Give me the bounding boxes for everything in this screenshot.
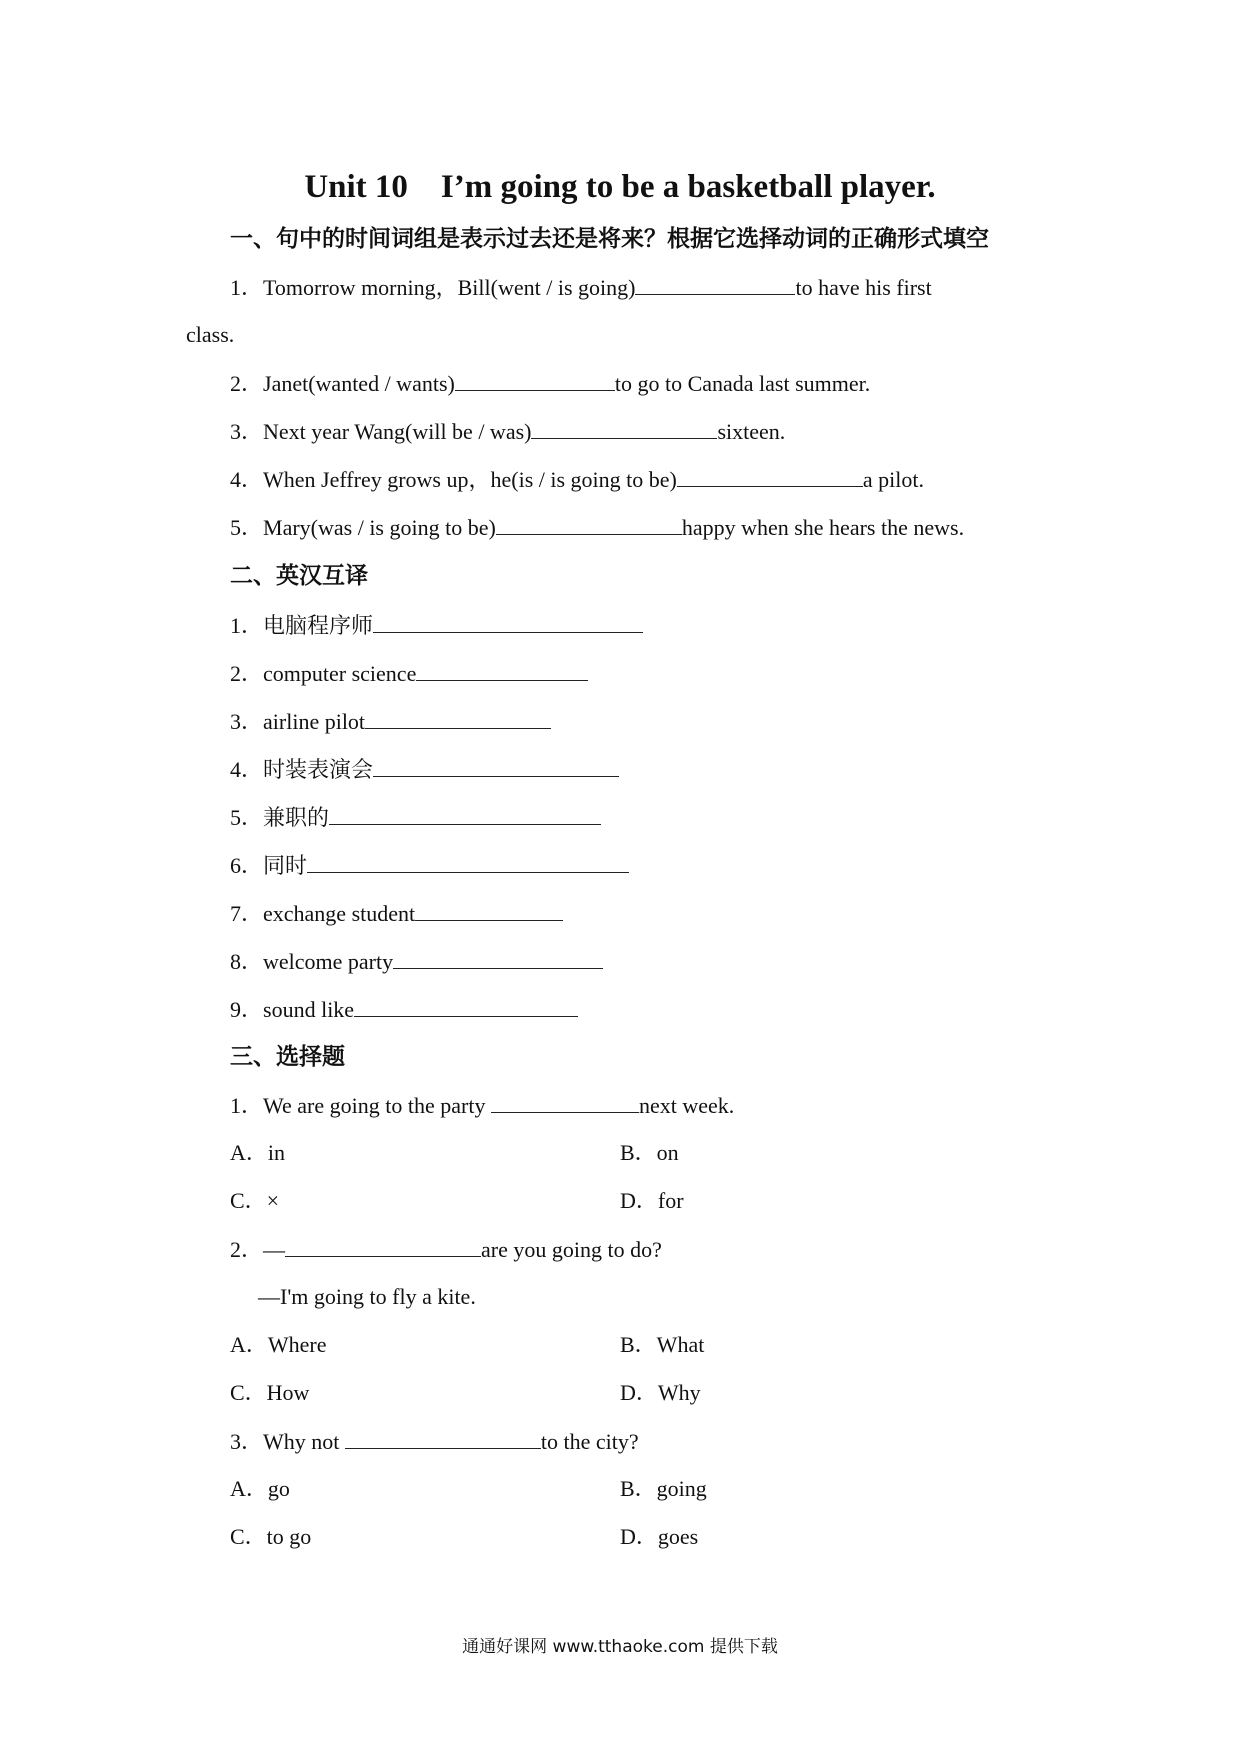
item-text-post: to go to Canada last summer. xyxy=(614,371,871,396)
answer-blank[interactable] xyxy=(416,658,588,681)
answer-blank[interactable] xyxy=(415,898,563,921)
item-text-pre: Janet(wanted / wants) xyxy=(263,371,455,396)
s3-q2-reply: —I'm going to fly a kite. xyxy=(258,1284,476,1309)
item-number: 8． xyxy=(230,949,264,974)
s3-q1-option-b[interactable]: B．on xyxy=(620,1140,679,1165)
section2-heading: 二、英汉互译 xyxy=(230,563,368,589)
answer-blank[interactable] xyxy=(373,610,643,633)
s1-item-4 xyxy=(230,464,924,495)
s3-q1-option-c[interactable]: C．× xyxy=(230,1188,280,1213)
item-number: 2． xyxy=(230,371,264,396)
s3-question-3 xyxy=(230,1426,639,1457)
item-text: computer science xyxy=(263,661,417,686)
answer-blank[interactable] xyxy=(365,706,551,729)
s1-item-1 xyxy=(230,272,1054,303)
item-number: 1． xyxy=(230,275,264,300)
s2-item-1 xyxy=(230,610,643,641)
item-text-post: happy when she hears the news. xyxy=(681,515,965,540)
s2-item-8 xyxy=(230,946,603,977)
page-title: Unit 10 I’m going to be a basketball player. xyxy=(304,169,936,205)
item-text: sound like xyxy=(263,997,355,1022)
s3-q2-option-b[interactable]: B．What xyxy=(620,1332,705,1357)
item-number: 4． xyxy=(230,467,264,492)
s2-item-9 xyxy=(230,994,578,1025)
s3-question-2 xyxy=(230,1234,662,1265)
s3-question-1 xyxy=(230,1090,734,1121)
item-text: 同时 xyxy=(263,853,308,878)
answer-blank[interactable] xyxy=(307,850,629,873)
s3-q1-option-a[interactable]: A．in xyxy=(230,1140,286,1165)
question-text-pre: — xyxy=(263,1237,286,1262)
item-number: 2． xyxy=(230,1237,264,1262)
answer-blank[interactable] xyxy=(393,946,603,969)
s2-item-2 xyxy=(230,658,588,689)
answer-blank[interactable] xyxy=(677,464,863,487)
item-number: 3． xyxy=(230,1429,264,1454)
page-footer: 通通好课网 www.tthaoke.com 提供下载 xyxy=(462,1637,778,1657)
s1-item-1-cont: class. xyxy=(186,322,235,347)
item-text-post: sixteen. xyxy=(717,419,786,444)
s3-q3-option-c[interactable]: C．to go xyxy=(230,1524,312,1549)
question-text-post: to the city? xyxy=(540,1429,639,1454)
item-text: exchange student xyxy=(263,901,416,926)
answer-blank[interactable] xyxy=(635,272,795,295)
item-number: 6． xyxy=(230,853,264,878)
s3-q2-option-c[interactable]: C．How xyxy=(230,1380,310,1405)
s3-q1-option-d[interactable]: D．for xyxy=(620,1188,684,1213)
s3-q2-option-d[interactable]: D．Why xyxy=(620,1380,701,1405)
item-text: welcome party xyxy=(263,949,394,974)
s2-item-7 xyxy=(230,898,563,929)
item-text-post: to have his first xyxy=(795,275,932,300)
item-number: 5． xyxy=(230,515,264,540)
item-text: airline pilot xyxy=(263,709,366,734)
item-number: 9． xyxy=(230,997,264,1022)
answer-blank[interactable] xyxy=(491,1090,639,1113)
s2-item-6 xyxy=(230,850,629,881)
question-text-post: are you going to do? xyxy=(481,1237,662,1262)
question-text-pre: We are going to the party xyxy=(263,1093,491,1118)
item-number: 5． xyxy=(230,805,264,830)
item-text: 电脑程序师 xyxy=(263,613,374,638)
s3-q2-option-a[interactable]: A．Where xyxy=(230,1332,327,1357)
section1-heading: 一、句中的时间词组是表示过去还是将来？根据它选择动词的正确形式填空 xyxy=(230,226,989,252)
answer-blank[interactable] xyxy=(285,1234,481,1257)
s2-item-4 xyxy=(230,754,619,785)
item-text-pre: Next year Wang(will be / was) xyxy=(263,419,532,444)
item-text-pre: Tomorrow morning，Bill(went / is going) xyxy=(263,275,636,300)
s3-q3-option-a[interactable]: A．go xyxy=(230,1476,290,1501)
answer-blank[interactable] xyxy=(354,994,578,1017)
section3-heading: 三、选择题 xyxy=(230,1044,345,1070)
item-number: 3． xyxy=(230,419,264,444)
s1-item-3 xyxy=(230,416,785,447)
item-number: 7． xyxy=(230,901,264,926)
answer-blank[interactable] xyxy=(496,512,682,535)
item-number: 2． xyxy=(230,661,264,686)
s2-item-5 xyxy=(230,802,601,833)
item-text-pre: Mary(was / is going to be) xyxy=(263,515,496,540)
item-number: 4． xyxy=(230,757,264,782)
question-text-pre: Why not xyxy=(263,1429,345,1454)
item-number: 3． xyxy=(230,709,264,734)
item-text: 时装表演会 xyxy=(263,757,374,782)
s1-item-2 xyxy=(230,368,870,399)
item-number: 1． xyxy=(230,1093,264,1118)
question-text-post: next week. xyxy=(638,1093,735,1118)
item-text-pre: When Jeffrey grows up，he(is / is going to be) xyxy=(263,467,677,492)
s1-item-5 xyxy=(230,512,964,543)
answer-blank[interactable] xyxy=(329,802,601,825)
answer-blank[interactable] xyxy=(345,1426,541,1449)
item-text-post: a pilot. xyxy=(862,467,924,492)
s2-item-3 xyxy=(230,706,551,737)
answer-blank[interactable] xyxy=(455,368,615,391)
answer-blank[interactable] xyxy=(373,754,619,777)
answer-blank[interactable] xyxy=(531,416,717,439)
s3-q3-option-d[interactable]: D．goes xyxy=(620,1524,699,1549)
s3-q3-option-b[interactable]: B．going xyxy=(620,1476,707,1501)
item-text: 兼职的 xyxy=(263,805,330,830)
item-number: 1． xyxy=(230,613,264,638)
